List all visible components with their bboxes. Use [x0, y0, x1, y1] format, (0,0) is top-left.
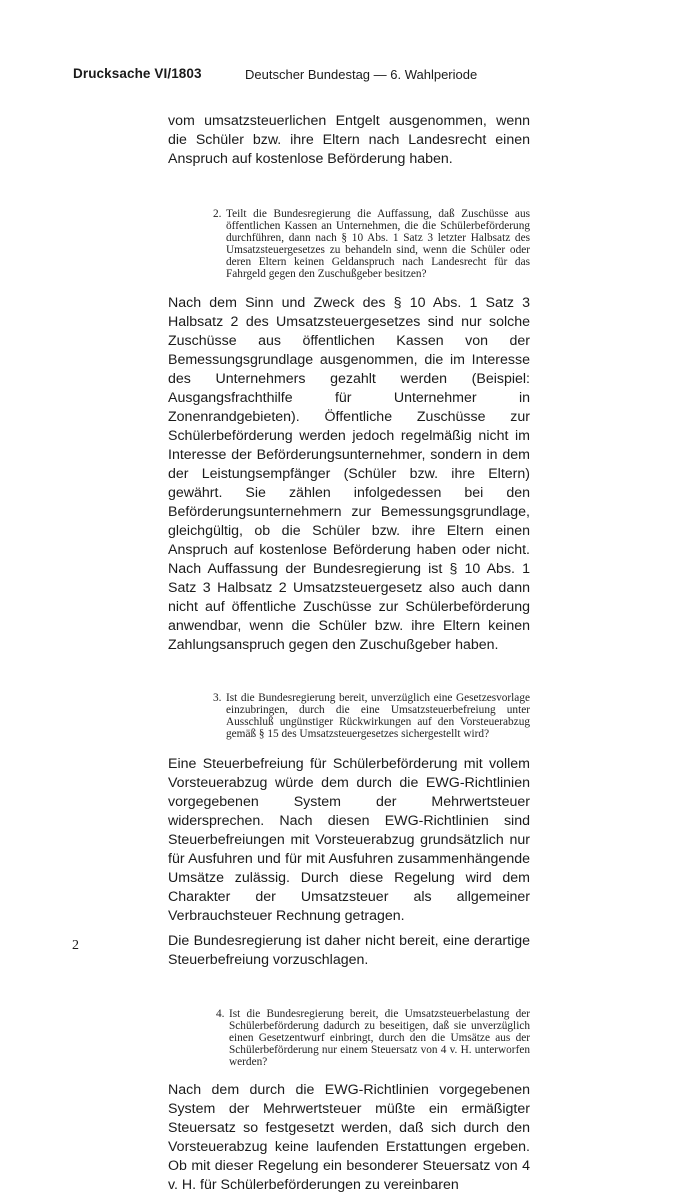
question-3	[213, 692, 530, 740]
question-text: Teilt die Bundesregierung die Auffassung, daß Zuschüsse aus öffentlichen Kassen an Unternehmen, die die Schülerbeförderung durchführen, dann nach § 10 Abs. 1 Satz 3 letzter Halbsatz des Umsatzsteuergesetzes zu behandeln sind, wenn die Schüler oder deren Eltern keinen Geldanspruch nach Landesrecht für das Fahrgeld gegen den Zuschußgeber besitzen?	[226, 208, 530, 280]
answer-paragraph-4: Die Bundesregierung ist daher nicht bereit, eine derartige Steuerbefreiung vorzuschlagen.	[168, 933, 530, 968]
question-text: Ist die Bundesregierung bereit, die Umsatzsteuerbelastung der Schülerbeförderung dadurch zu beseitigen, daß sie unverzüglich einen Gesetzentwurf einbringt, durch den die Umsätze aus der Schülerbeförderung nur einem Steuersatz von 4 v. H. unterworfen werden?	[229, 1008, 530, 1068]
page-content	[168, 112, 530, 1195]
answer-paragraph-1: vom umsatzsteuerlichen Entgelt ausgenommen, wenn die Schüler bzw. ihre Eltern nach Landesrecht einen Anspruch auf kostenlose Beförderung haben.	[168, 113, 530, 167]
document-number: Drucksache VI/1803	[73, 66, 202, 81]
parliament-session: Deutscher Bundestag — 6. Wahlperiode	[245, 67, 478, 82]
question-number: 4.	[216, 1008, 225, 1020]
question-text: Ist die Bundesregierung bereit, unverzüglich eine Gesetzesvorlage einzubringen, durch die eine Umsatzsteuerbefreiung unter Ausschluß ungünstiger Rückwirkungen auf den Vorsteuerabzug gemäß § 15 des Umsatzsteuergesetzes sichergestellt wird?	[226, 692, 530, 740]
question-number: 3.	[213, 692, 222, 704]
question-number: 2.	[213, 208, 222, 220]
question-2	[213, 208, 530, 280]
question-4	[216, 1008, 530, 1068]
page-number: 2	[72, 938, 79, 953]
page-header	[73, 66, 633, 86]
answer-paragraph-5: Nach dem durch die EWG-Richtlinien vorgegebenen System der Mehrwertsteuer müßte ein ermäßigter Steuersatz so festgesetzt werden, daß sich durch den Vorsteuerabzug keine laufenden Erstattungen ergeben. Ob mit dieser Regelung ein besonderer Steuersatz von 4 v. H. für Schülerbeförderungen zu vereinbaren	[168, 1082, 530, 1193]
answer-paragraph-3: Eine Steuerbefreiung für Schülerbeförderung mit vollem Vorsteuerabzug würde dem durch die EWG-Richtlinien vorgegebenen System der Mehrwertsteuer widersprechen. Nach diesen EWG-Richtlinien sind Steuerbefreiungen mit Vorsteuerabzug grundsätzlich nur für Ausfuhren und für mit Ausfuhren zusammenhängende Umsätze zulässig. Durch diese Regelung wird dem Charakter der Umsatzsteuer als allgemeiner Verbrauchsteuer Rechnung getragen.	[168, 756, 530, 924]
answer-paragraph-2: Nach dem Sinn und Zweck des § 10 Abs. 1 Satz 3 Halbsatz 2 des Umsatzsteuergesetzes sind nur solche Zuschüsse aus öffentlichen Kassen von der Bemessungsgrundlage ausgenommen, die im Interesse des Unternehmers gezahlt werden (Beispiel: Ausgangsfrachthilfe für Unternehmer in Zonenrandgebieten). Öffentliche Zuschüsse zur Schülerbeförderung werden jedoch regelmäßig nicht im Interesse der Beförderungsunternehmer, sondern in dem der Leistungsempfänger (Schüler bzw. ihre Eltern) gewährt. Sie zählen infolgedessen bei den Beförderungsunternehmern zur Bemessungsgrundlage, gleichgültig, ob die Schüler bzw. ihre Eltern einen Anspruch auf kostenlose Beförderung haben oder nicht. Nach Auffassung der Bundesregierung ist § 10 Abs. 1 Satz 3 Halbsatz 2 Umsatzsteuergesetz also auch dann nicht auf öffentliche Zuschüsse zur Schülerbeförderung anwendbar, wenn die Schüler bzw. ihre Eltern keinen Zahlungsanspruch gegen den Zuschußgeber haben.	[168, 295, 530, 653]
